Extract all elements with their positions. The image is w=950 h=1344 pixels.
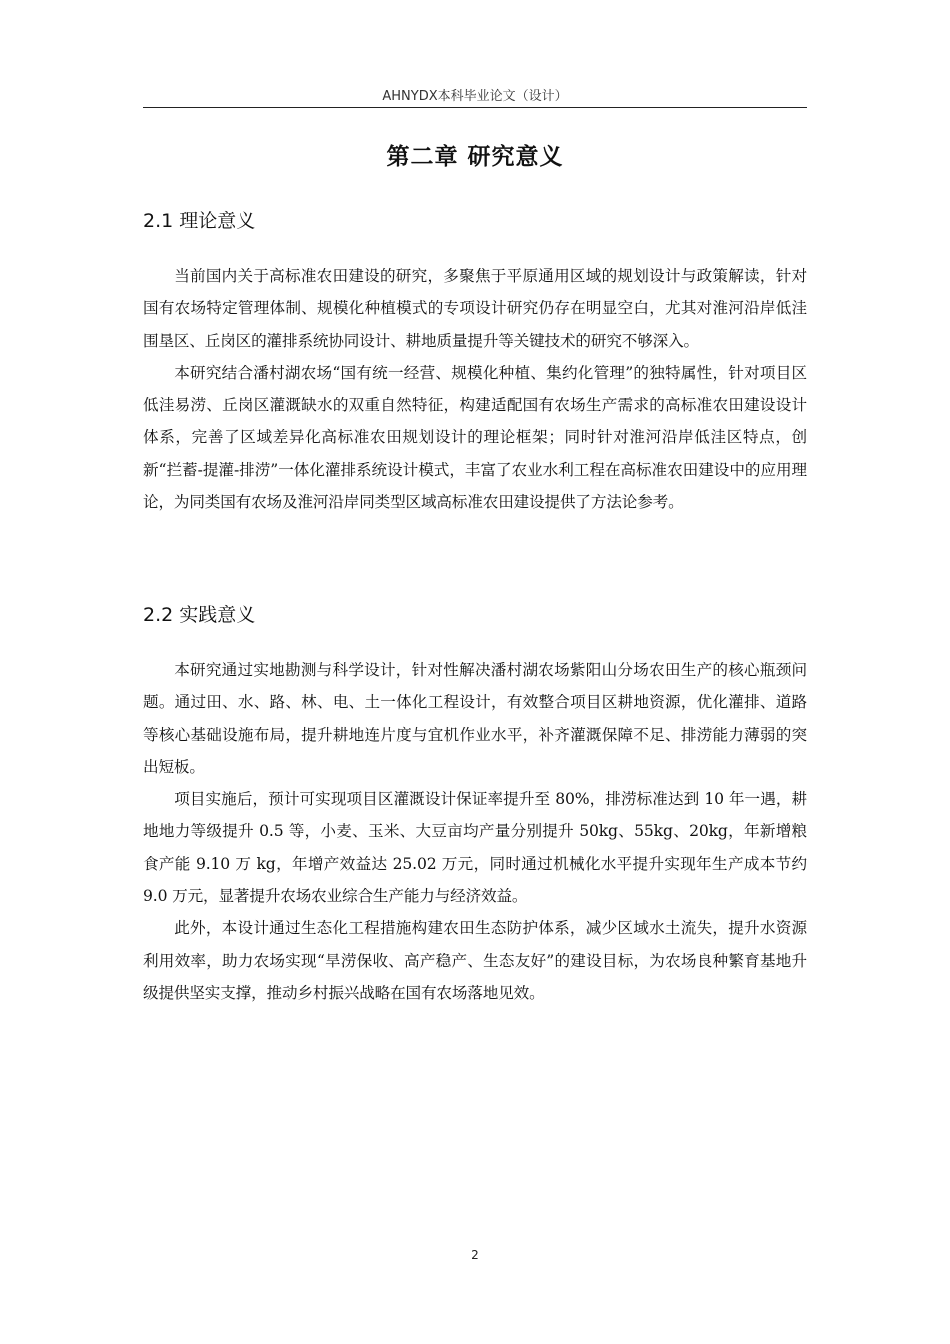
section-body-practical [143,654,807,1009]
header-divider [143,107,807,108]
paragraph: 当前国内关于高标准农田建设的研究，多聚焦于平原通用区域的规划设计与政策解读，针对国有农场特定管理体制、规模化种植模式的专项设计研究仍存在明显空白，尤其对淮河沿岸低洼围垦区、丘岗区的灌排系统协同设计、耕地质量提升等关键技术的研究不够深入。 [143,267,807,350]
paragraph: 此外，本设计通过生态化工程措施构建农田生态防护体系，减少区域水土流失，提升水资源利用效率，助力农场实现“旱涝保收、高产稳产、生态友好”的建设目标，为农场良种繁育基地升级提供坚实支撑，推动乡村振兴战略在国有农场落地见效。 [143,919,807,1002]
section-body-theoretical [143,260,807,518]
section-heading-practical: 2.2 实践意义 [143,604,256,626]
paragraph: 本研究通过实地勘测与科学设计，针对性解决潘村湖农场紫阳山分场农田生产的核心瓶颈问题。通过田、水、路、林、电、土一体化工程设计，有效整合项目区耕地资源，优化灌排、道路等核心基础设施布局，提升耕地连片度与宜机作业水平，补齐灌溉保障不足、排涝能力薄弱的突出短板。 [143,661,807,776]
paragraph: 本研究结合潘村湖农场“国有统一经营、规模化种植、集约化管理”的独特属性，针对项目区低洼易涝、丘岗区灌溉缺水的双重自然特征，构建适配国有农场生产需求的高标准农田建设设计体系，完善了区域差异化高标准农田规划设计的理论框架；同时针对淮河沿岸低洼区特点，创新“拦蓄-提灌-排涝”一体化灌排系统设计模式，丰富了农业水利工程在高标准农田建设中的应用理论，为同类国有农场及淮河沿岸同类型区域高标准农田建设提供了方法论参考。 [143,363,807,512]
chapter-title: 第二章 研究意义 [386,144,564,170]
section-heading-theoretical: 2.1 理论意义 [143,210,256,232]
paragraph: 项目实施后，预计可实现项目区灌溉设计保证率提升至 80%，排涝标准达到 10 年一遇，耕地地力等级提升 0.5 等，小麦、玉米、大豆亩均产量分别提升 50kg、55kg、20kg，年新增粮食产能 9.10 万 kg，年增产效益达 25.02 万元，同时通过机械化水平提升实现年生产成本节约 9.0 万元，显著提升农场农业综合生产能力与经济效益。 [143,790,807,906]
page-number: 2 [471,1248,479,1262]
running-header: AHNYDX本科毕业论文（设计） [382,89,568,104]
